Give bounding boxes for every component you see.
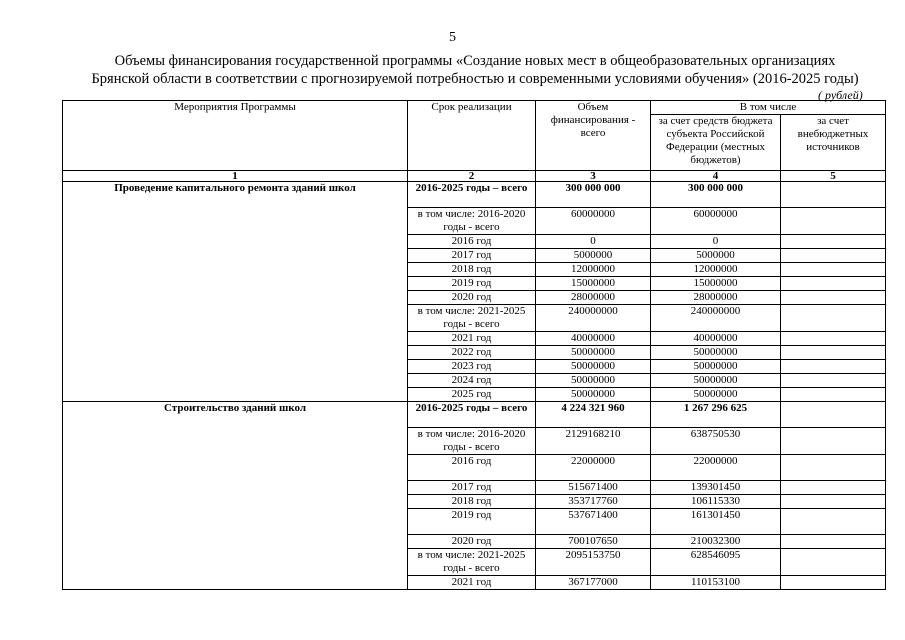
budget-cell: 22000000 [651, 455, 781, 481]
extra-cell [781, 428, 886, 455]
table-body [63, 182, 886, 590]
extra-cell [781, 576, 886, 590]
budget-cell: 240000000 [651, 305, 781, 332]
total-cell: 22000000 [536, 455, 651, 481]
col-number: 4 [651, 171, 781, 182]
financing-table [62, 100, 886, 590]
extra-cell [781, 346, 886, 360]
header-activities: Мероприятия Программы [63, 101, 408, 171]
header-including: В том числе [651, 101, 886, 115]
period-cell: 2019 год [408, 277, 536, 291]
period-cell: 2016 год [408, 235, 536, 249]
extra-cell [781, 535, 886, 549]
period-cell: 2021 год [408, 576, 536, 590]
budget-cell: 50000000 [651, 374, 781, 388]
extra-cell [781, 549, 886, 576]
extra-cell [781, 332, 886, 346]
total-cell: 15000000 [536, 277, 651, 291]
total-cell: 2095153750 [536, 549, 651, 576]
budget-cell: 628546095 [651, 549, 781, 576]
table-row [63, 182, 886, 208]
col-number: 2 [408, 171, 536, 182]
extra-cell [781, 305, 886, 332]
budget-cell: 5000000 [651, 249, 781, 263]
period-cell: 2024 год [408, 374, 536, 388]
page-number: 5 [449, 30, 456, 45]
period-cell: в том числе: 2016-2020 годы - всего [408, 428, 536, 455]
total-cell: 50000000 [536, 360, 651, 374]
budget-cell: 1 267 296 625 [651, 402, 781, 428]
col-number: 1 [63, 171, 408, 182]
period-cell: 2022 год [408, 346, 536, 360]
period-cell: 2020 год [408, 291, 536, 305]
extra-cell [781, 235, 886, 249]
period-cell: 2025 год [408, 388, 536, 402]
total-cell: 50000000 [536, 346, 651, 360]
document-title [60, 52, 890, 88]
period-cell: 2023 год [408, 360, 536, 374]
period-cell: 2018 год [408, 263, 536, 277]
total-cell: 0 [536, 235, 651, 249]
period-cell: 2017 год [408, 249, 536, 263]
extra-cell [781, 263, 886, 277]
budget-cell: 139301450 [651, 481, 781, 495]
total-cell: 240000000 [536, 305, 651, 332]
period-cell: в том числе: 2021-2025 годы - всего [408, 305, 536, 332]
total-cell: 50000000 [536, 388, 651, 402]
budget-cell: 106115330 [651, 495, 781, 509]
extra-cell [781, 388, 886, 402]
extra-cell [781, 374, 886, 388]
period-cell: в том числе: 2021-2025 годы - всего [408, 549, 536, 576]
total-cell: 40000000 [536, 332, 651, 346]
extra-cell [781, 277, 886, 291]
budget-cell: 110153100 [651, 576, 781, 590]
budget-cell: 161301450 [651, 509, 781, 535]
col-number: 5 [781, 171, 886, 182]
total-cell: 2129168210 [536, 428, 651, 455]
units-note: ( рублей) [818, 88, 863, 102]
extra-cell [781, 455, 886, 481]
period-cell: 2018 год [408, 495, 536, 509]
period-cell: 2021 год [408, 332, 536, 346]
total-cell: 537671400 [536, 509, 651, 535]
extra-cell [781, 402, 886, 428]
budget-cell: 210032300 [651, 535, 781, 549]
extra-cell [781, 208, 886, 235]
budget-cell: 28000000 [651, 291, 781, 305]
extra-cell [781, 481, 886, 495]
period-cell: 2016-2025 годы – всего [408, 182, 536, 208]
header-budget: за счет средств бюджета субъекта Российской Федерации (местных бюджетов) [651, 115, 781, 171]
header-period: Срок реализации [408, 101, 536, 171]
total-cell: 50000000 [536, 374, 651, 388]
period-cell: 2016 год [408, 455, 536, 481]
period-cell: 2017 год [408, 481, 536, 495]
budget-cell: 300 000 000 [651, 182, 781, 208]
col-number: 3 [536, 171, 651, 182]
budget-cell: 638750530 [651, 428, 781, 455]
total-cell: 28000000 [536, 291, 651, 305]
budget-cell: 60000000 [651, 208, 781, 235]
total-cell: 300 000 000 [536, 182, 651, 208]
budget-cell: 40000000 [651, 332, 781, 346]
extra-cell [781, 291, 886, 305]
period-cell: 2016-2025 годы – всего [408, 402, 536, 428]
total-cell: 4 224 321 960 [536, 402, 651, 428]
period-cell: 2019 год [408, 509, 536, 535]
period-cell: в том числе: 2016-2020 годы - всего [408, 208, 536, 235]
extra-cell [781, 509, 886, 535]
extra-cell [781, 249, 886, 263]
budget-cell: 50000000 [651, 360, 781, 374]
title-line-2: Брянской области в соответствии с прогнозируемой потребностью и современными условиями обучения» (2016-2025 годы) [91, 71, 859, 87]
budget-cell: 50000000 [651, 346, 781, 360]
section-name: Строительство зданий школ [63, 402, 408, 590]
extra-cell [781, 360, 886, 374]
title-line-1: Объемы финансирования государственной программы «Создание новых мест в общеобразовательных организациях [114, 53, 836, 69]
budget-cell: 15000000 [651, 277, 781, 291]
total-cell: 515671400 [536, 481, 651, 495]
total-cell: 367177000 [536, 576, 651, 590]
header-extra: за счет внебюджетных источников [781, 115, 886, 171]
period-cell: 2020 год [408, 535, 536, 549]
extra-cell [781, 495, 886, 509]
table-row [63, 402, 886, 428]
header-row-1 [63, 101, 886, 115]
column-numbers-row [63, 171, 886, 182]
section-name: Проведение капитального ремонта зданий школ [63, 182, 408, 402]
budget-cell: 12000000 [651, 263, 781, 277]
budget-cell: 50000000 [651, 388, 781, 402]
extra-cell [781, 182, 886, 208]
total-cell: 12000000 [536, 263, 651, 277]
total-cell: 60000000 [536, 208, 651, 235]
budget-cell: 0 [651, 235, 781, 249]
total-cell: 700107650 [536, 535, 651, 549]
total-cell: 5000000 [536, 249, 651, 263]
total-cell: 353717760 [536, 495, 651, 509]
header-total: Объем финансирования - всего [536, 101, 651, 171]
